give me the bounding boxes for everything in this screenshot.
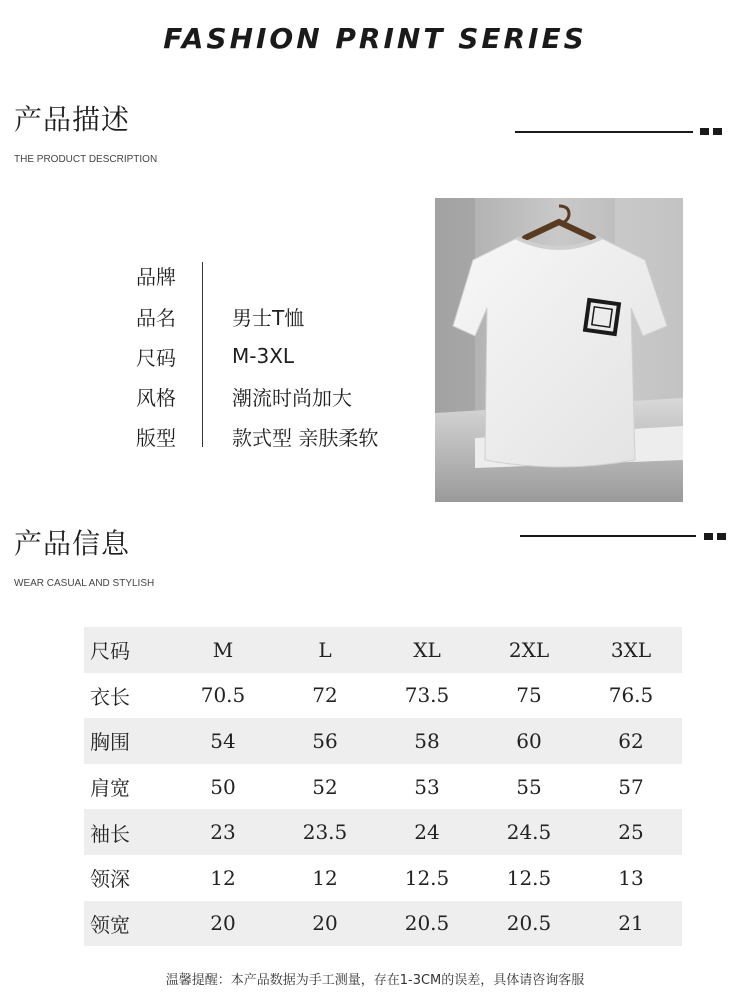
table-row <box>84 764 682 810</box>
info-heading <box>14 522 154 589</box>
table-cell: 20 <box>172 901 274 947</box>
size-header-cell: L <box>274 627 376 673</box>
spec-value: 款式型 亲肤柔软 <box>232 425 379 450</box>
row-label: 肩宽 <box>90 776 130 801</box>
table-cell: 57 <box>618 774 644 799</box>
spec-key: 版型 <box>136 425 176 450</box>
table-row <box>84 855 682 901</box>
table-row <box>84 809 682 855</box>
spec-key: 风格 <box>136 385 176 410</box>
table-cell: 54 <box>172 718 274 764</box>
info-heading-rule <box>520 535 696 537</box>
description-heading <box>14 98 157 165</box>
product-photo <box>435 198 683 502</box>
info-heading-en: WEAR CASUAL AND STYLISH <box>14 578 155 589</box>
table-cell: 20.5 <box>376 901 478 947</box>
table-cell: 13 <box>618 865 644 890</box>
row-label: 胸围 <box>84 718 172 764</box>
table-cell: 72 <box>312 683 338 708</box>
table-cell: 53 <box>414 774 440 799</box>
table-cell: 50 <box>210 774 236 799</box>
table-cell: 70.5 <box>200 683 246 708</box>
spec-key: 尺码 <box>136 345 176 370</box>
table-row <box>84 673 682 719</box>
size-table <box>84 627 682 946</box>
table-cell: 56 <box>274 718 376 764</box>
table-cell: 25 <box>580 809 682 855</box>
size-header-cell: XL <box>376 627 478 673</box>
table-cell: 20 <box>274 901 376 947</box>
table-cell: 58 <box>376 718 478 764</box>
description-heading-rule <box>515 131 693 133</box>
measurement-footnote: 温馨提醒：本产品数据为手工测量，存在1-3CM的误差，具体请咨询客服 <box>165 973 585 988</box>
table-cell: 12.5 <box>404 865 450 890</box>
table-header-label: 尺码 <box>84 627 172 673</box>
description-heading-dots <box>700 128 722 135</box>
table-cell: 62 <box>580 718 682 764</box>
table-cell: 20.5 <box>478 901 580 947</box>
table-cell: 73.5 <box>404 683 450 708</box>
table-cell: 52 <box>312 774 338 799</box>
banner-title: FASHION PRINT SERIES <box>163 22 587 55</box>
table-cell: 24 <box>376 809 478 855</box>
table-cell: 12 <box>210 865 236 890</box>
table-cell: 75 <box>516 683 542 708</box>
info-heading-dots <box>704 533 726 540</box>
spec-key: 品牌 <box>136 264 176 289</box>
description-heading-en: THE PRODUCT DESCRIPTION <box>14 154 158 165</box>
table-cell: 24.5 <box>478 809 580 855</box>
table-cell: 12 <box>312 865 338 890</box>
spec-value: 潮流时尚加大 <box>232 385 352 410</box>
spec-value: M-3XL <box>232 344 295 368</box>
spec-key: 品名 <box>136 305 176 330</box>
table-cell: 60 <box>478 718 580 764</box>
table-row <box>84 718 682 764</box>
table-cell: 23 <box>172 809 274 855</box>
row-label: 领宽 <box>84 901 172 947</box>
row-label: 衣长 <box>90 684 130 709</box>
description-heading-zh: 产品描述 <box>14 103 131 136</box>
row-label: 袖长 <box>84 809 172 855</box>
info-heading-zh: 产品信息 <box>14 527 131 560</box>
table-cell: 76.5 <box>608 683 654 708</box>
size-header-cell: 3XL <box>580 627 682 673</box>
tshirt-photo-illustration <box>435 198 683 502</box>
spec-divider <box>202 262 203 447</box>
table-row <box>84 901 682 947</box>
row-label: 领深 <box>90 867 130 892</box>
size-header-cell: 2XL <box>478 627 580 673</box>
table-cell: 23.5 <box>274 809 376 855</box>
spec-value: 男士T恤 <box>232 305 305 330</box>
table-cell: 55 <box>516 774 542 799</box>
size-header-cell: M <box>172 627 274 673</box>
table-cell: 21 <box>580 901 682 947</box>
table-cell: 12.5 <box>506 865 552 890</box>
table-header-row <box>84 627 682 673</box>
